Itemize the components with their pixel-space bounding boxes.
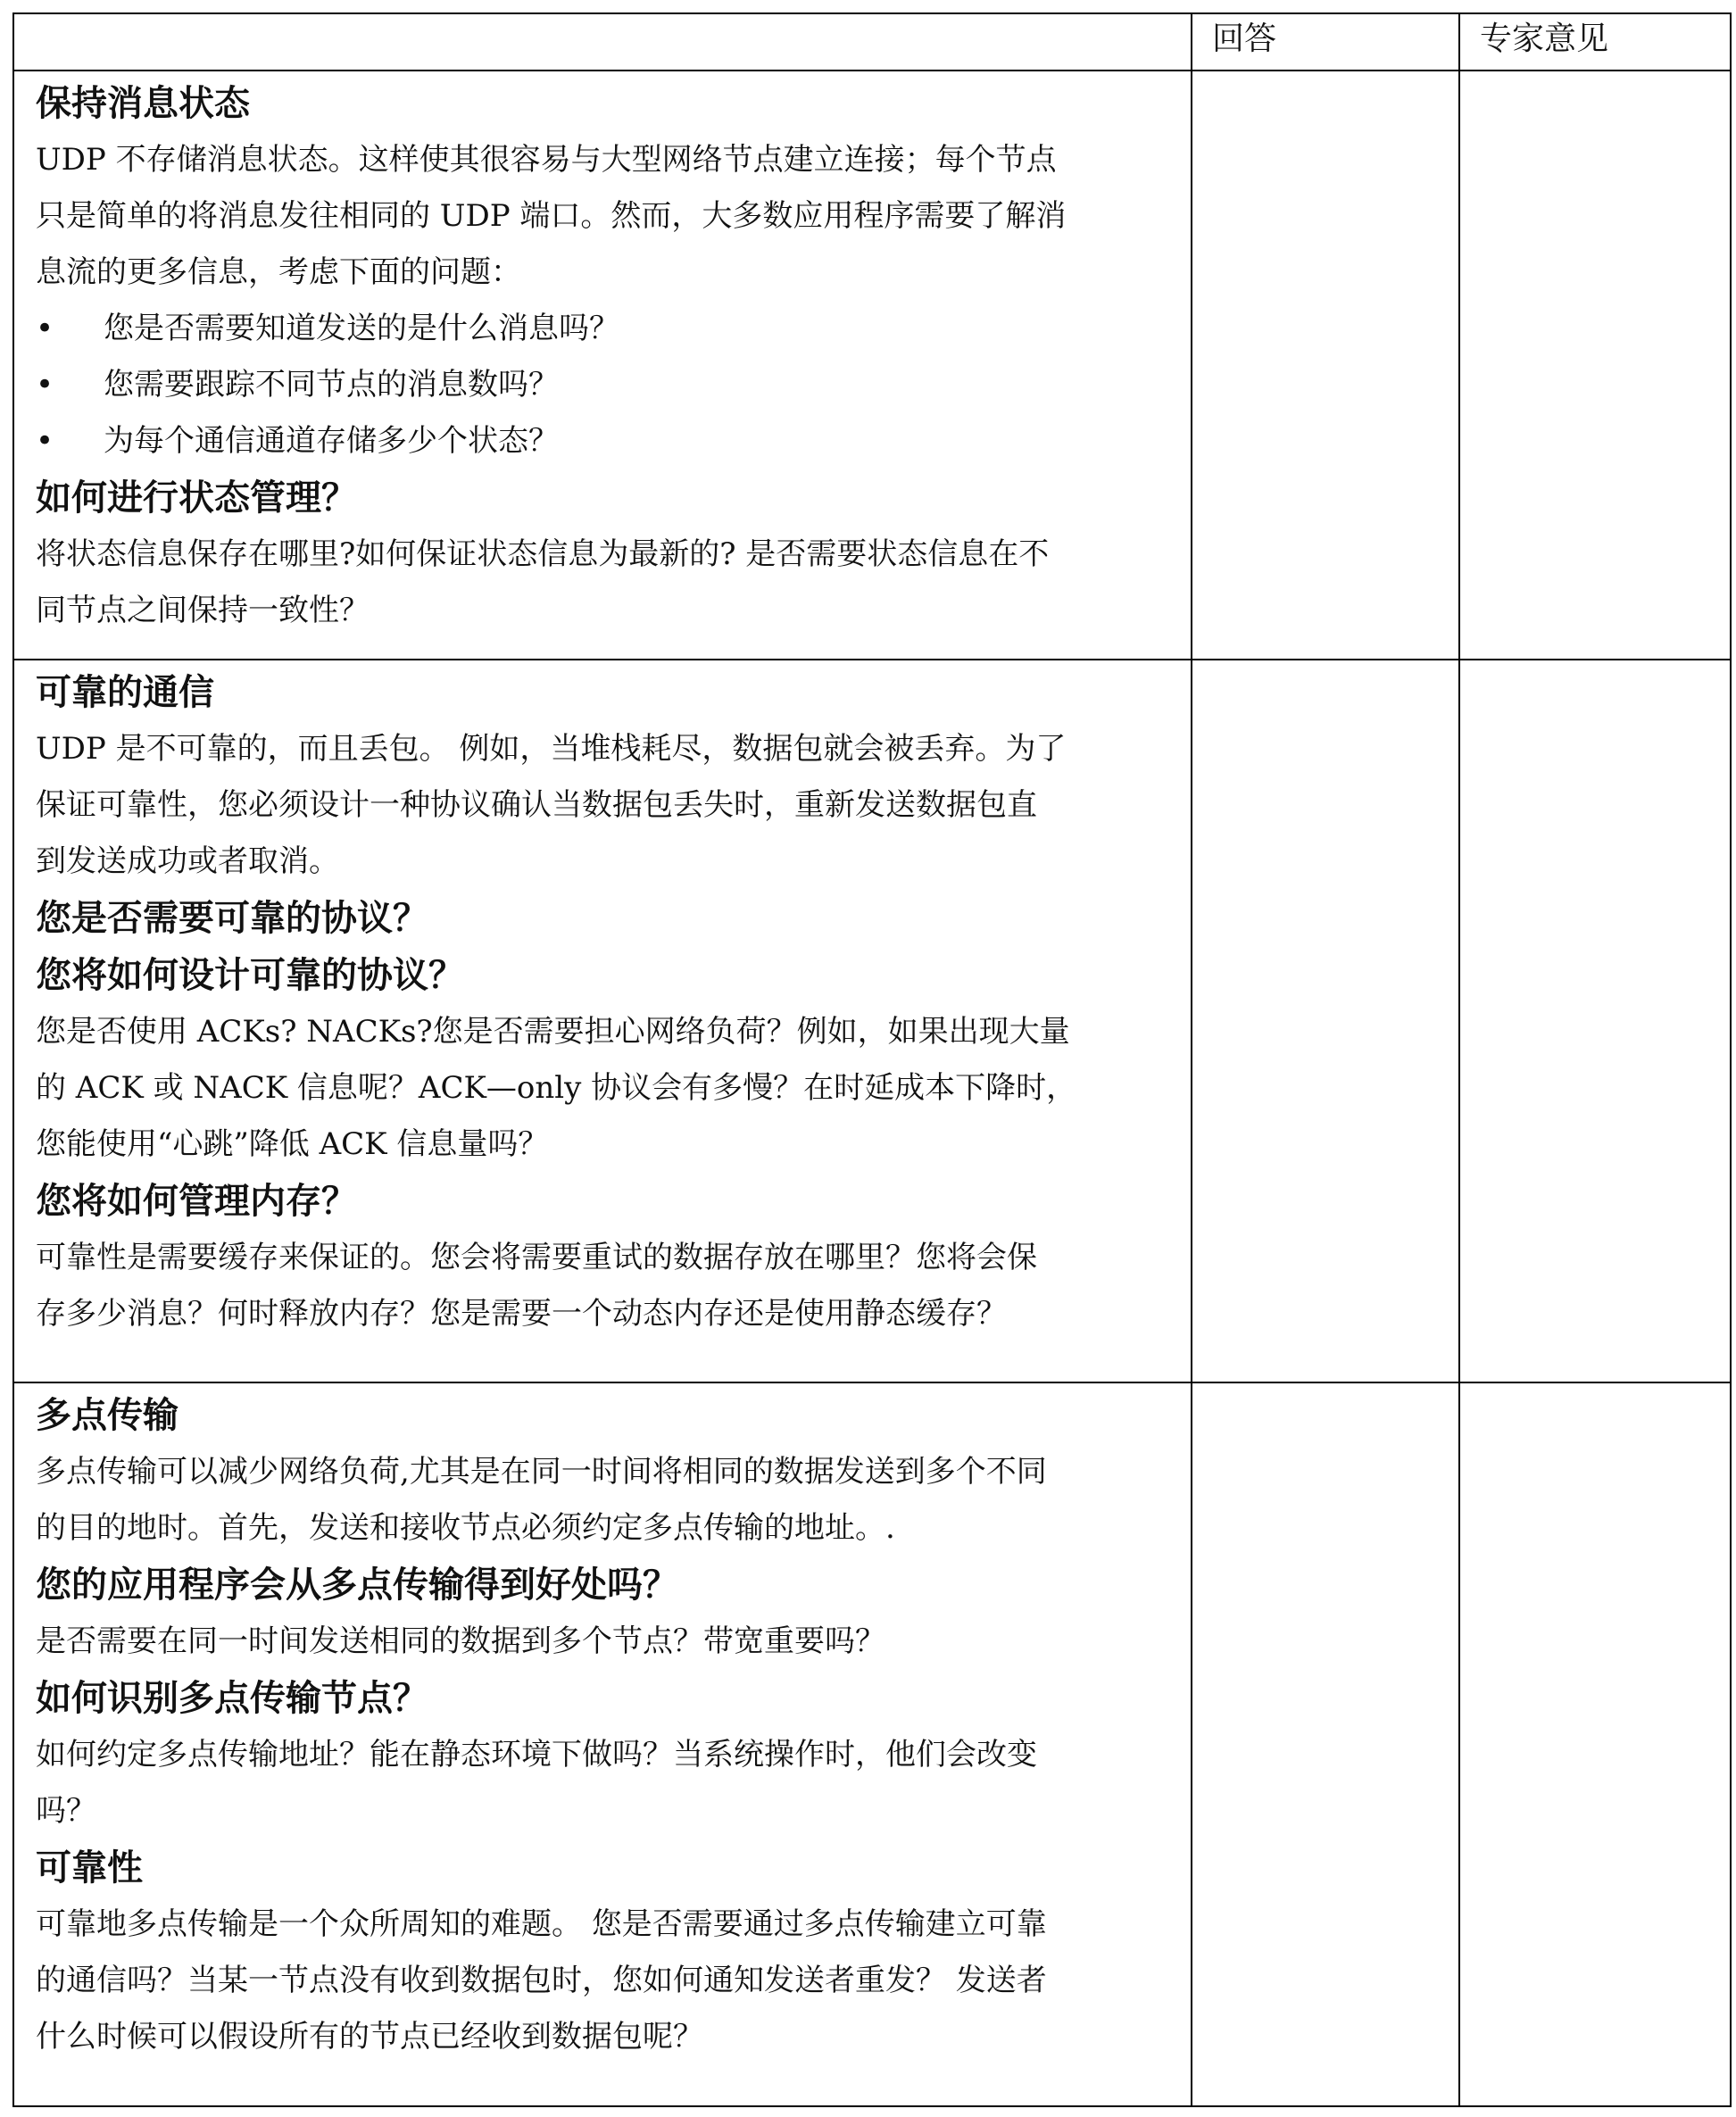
section-row [13,71,1731,660]
answer-cell[interactable] [1192,71,1459,660]
paragraph-line: 存多少消息？何时释放内存？您是需要一个动态内存还是使用静态缓存？ [36,1296,1007,1332]
paragraph-line: 同节点之间保持一致性？ [36,593,370,628]
section-content-cell [13,1382,1192,2106]
subheading: 您的应用程序会从多点传输得到好处吗？ [36,1565,678,1606]
section-content [14,1383,1191,2065]
bullet-item [36,357,1178,413]
paragraph-line: 您能使用“心跳”降低 ACK 信息量吗？ [36,1126,549,1162]
paragraph-line: 的通信吗？当某一节点没有收到数据包时，您如何通知发送者重发？ 发送者 [36,1963,1047,1998]
section-content-cell [13,71,1192,660]
subheading: 如何识别多点传输节点？ [36,1678,428,1719]
paragraph-line: 您是否使用 ACKs? NACKs?您是否需要担心网络负荷？例如，如果出现大量 [36,1014,1070,1050]
expert-opinion-cell[interactable] [1459,1382,1731,2106]
subheading: 您将如何设计可靠的协议？ [36,955,464,996]
paragraph-line: 将状态信息保存在哪里?如何保证状态信息为最新的? 是否需要状态信息在不 [36,536,1050,572]
subheading: 您将如何管理内存？ [36,1181,357,1222]
paragraph-line: 吗？ [36,1793,96,1829]
paragraph-line: 多点传输可以减少网络负荷,尤其是在同一时间将相同的数据发送到多个不同 [36,1454,1047,1490]
paragraph-line: 息流的更多信息，考虑下面的问题： [36,254,521,290]
section-row [13,660,1731,1382]
paragraph-line: 只是简单的将消息发往相同的 UDP 端口。然而，大多数应用程序需要了解消 [36,198,1067,234]
paragraph-line: 的 ACK 或 NACK 信息呢？ACK—only 协议会有多慢？在时延成本下降时， [36,1070,1077,1106]
questionnaire-table [12,12,1732,2107]
paragraph-line: UDP 是不可靠的，而且丢包。 例如，当堆栈耗尽，数据包就会被丢弃。为了 [36,731,1067,767]
bullet-icon: • [36,423,54,459]
expert-opinion-cell[interactable] [1459,71,1731,660]
answer-cell[interactable] [1192,660,1459,1382]
header-answer-label: 回答 [1212,21,1277,57]
answer-cell[interactable] [1192,1382,1459,2106]
subheading: 如何进行状态管理？ [36,477,357,519]
subheading: 您是否需要可靠的协议？ [36,898,428,939]
section-content-cell [13,660,1192,1382]
paragraph-line: 的目的地时。首先，发送和接收节点必须约定多点传输的地址。. [36,1510,895,1546]
paragraph-line: 可靠地多点传输是一个众所周知的难题。 您是否需要通过多点传输建立可靠 [36,1906,1047,1942]
section-content [14,71,1191,639]
paragraph-line: 到发送成功或者取消。 [36,843,339,879]
paragraph-line: 如何约定多点传输地址？能在静态环境下做吗？当系统操作时，他们会改变 [36,1737,1037,1772]
paragraph-line: 是否需要在同一时间发送相同的数据到多个节点？带宽重要吗？ [36,1623,885,1659]
section-title: 可靠的通信 [36,672,214,713]
bullet-icon: • [36,367,54,403]
section-row [13,1382,1731,2106]
bullet-icon: • [36,311,54,346]
header-expert-cell [1459,13,1731,71]
section-content [14,660,1191,1342]
header-topic-cell [13,13,1192,71]
bullet-text: 您需要跟踪不同节点的消息数吗？ [104,367,559,403]
subheading: 可靠性 [36,1847,143,1889]
bullet-text: 您是否需要知道发送的是什么消息吗？ [104,311,619,346]
paragraph-line: 什么时候可以假设所有的节点已经收到数据包呢？ [36,2019,703,2055]
bullet-item [36,413,1178,469]
section-title: 保持消息状态 [36,83,250,124]
section-title: 多点传输 [36,1395,179,1436]
bullet-item [36,301,1178,357]
header-answer-cell [1192,13,1459,71]
paragraph-line: UDP 不存储消息状态。这样使其很容易与大型网络节点建立连接；每个节点 [36,142,1057,178]
paragraph-line: 可靠性是需要缓存来保证的。您会将需要重试的数据存放在哪里？您将会保 [36,1240,1037,1275]
bullet-text: 为每个通信通道存储多少个状态？ [104,423,559,459]
header-row [13,13,1731,71]
expert-opinion-cell[interactable] [1459,660,1731,1382]
paragraph-line: 保证可靠性，您必须设计一种协议确认当数据包丢失时，重新发送数据包直 [36,787,1037,823]
header-expert-label: 专家意见 [1480,21,1609,57]
